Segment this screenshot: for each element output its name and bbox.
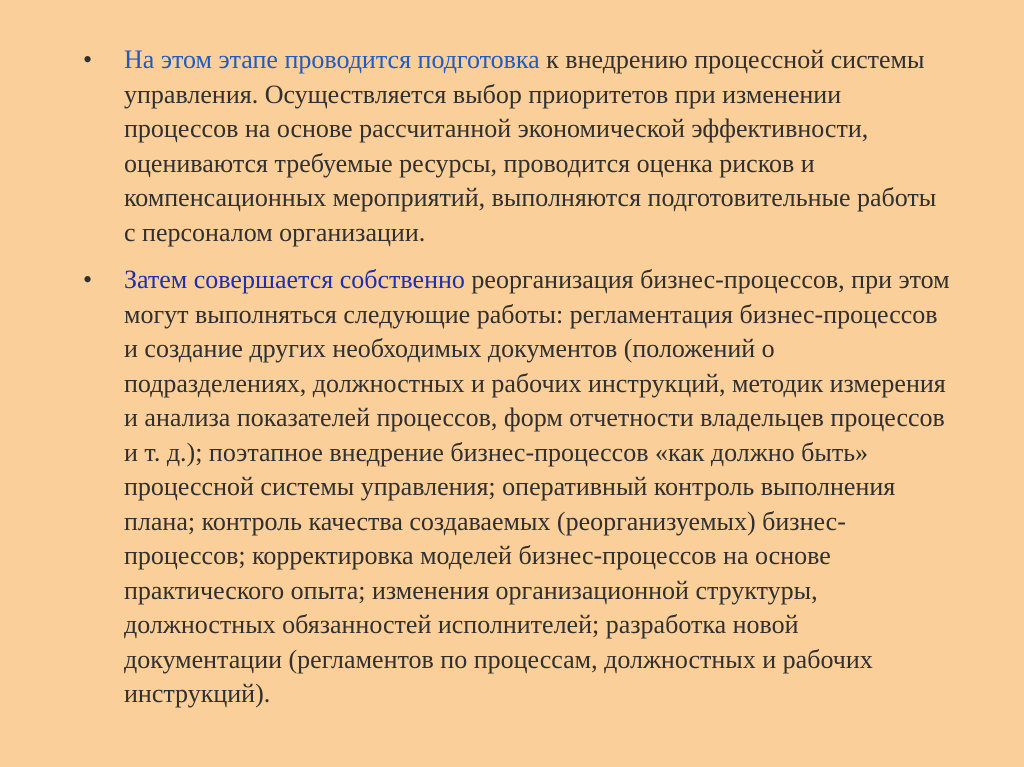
bullet-preparation (80, 43, 950, 250)
bullet-marker: • (83, 45, 93, 74)
bullet-body-text: реорганизация бизнес-процессов, при этом могут выполняться следующие работы: регламентация бизнес-процессов и создание других необходимых документов (положений о подразделениях, должностных и рабочих инструкций, методик измерения и анализа показателей процессов, форм отчетности владельцев процессов и т. д.); поэтапное внедрение бизнес-процессов «как должно быть» процессной системы управления; оперативный контроль выполнения плана; контроль качества создаваемых (реорганизуемых) бизнес-процессов; корректировка моделей бизнес-процессов на основе практического опыта; изменения организационной структуры, должностных обязанностей исполнителей; разработка новой документации (регламентов по процессам, должностных и рабочих инструкций). (124, 265, 950, 708)
bullet-lead-text: На этом этапе проводится подготовка (124, 45, 540, 74)
bullet-reorganization (80, 263, 950, 712)
bullet-list (80, 43, 950, 712)
bullet-body-text: к внедрению процессной системы управления. Осуществляется выбор приоритетов при изменении процессов на основе рассчитанной экономической эффективности, оцениваются требуемые ресурсы, проводится оценка рисков и компенсационных мероприятий, выполняются подготовительные работы с персоналом организации. (124, 45, 937, 247)
bullet-marker: • (83, 265, 93, 294)
bullet-lead-text: Затем совершается собственно (124, 265, 465, 294)
